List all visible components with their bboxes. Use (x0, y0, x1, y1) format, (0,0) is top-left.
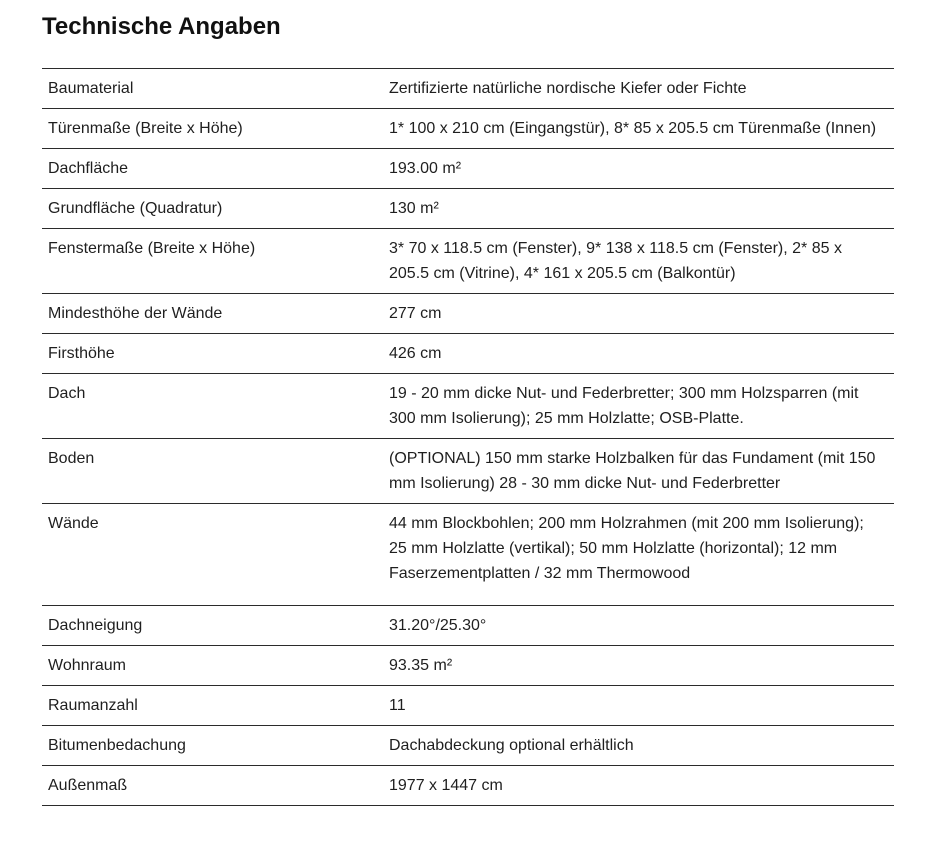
spec-label-tuerenmasse: Türenmaße (Breite x Höhe) (48, 120, 243, 137)
spec-label-aussenmass: Außenmaß (48, 777, 128, 794)
spec-value-grundflaeche: 130 m² (389, 200, 439, 217)
table-row (42, 69, 894, 109)
spec-value-firsthoehe: 426 cm (389, 345, 442, 362)
table-row (42, 646, 894, 686)
table-row (42, 294, 894, 334)
table-row (42, 109, 894, 149)
spec-value-dachneigung: 31.20°/25.30° (389, 617, 487, 634)
table-row (42, 439, 894, 504)
spec-label-baumaterial: Baumaterial (48, 80, 134, 97)
table-row (42, 334, 894, 374)
spec-label-grundflaeche: Grundfläche (Quadratur) (48, 200, 223, 217)
spec-label-dach: Dach (48, 385, 86, 402)
spec-value-raumanzahl: 11 (389, 697, 406, 714)
table-row (42, 149, 894, 189)
page-title: Technische Angaben (42, 13, 281, 40)
spec-value-wohnraum: 93.35 m² (389, 657, 453, 674)
spec-label-fenstermasse: Fenstermaße (Breite x Höhe) (48, 240, 256, 257)
table-row (42, 606, 894, 646)
spec-table (42, 68, 894, 806)
table-row (42, 726, 894, 766)
spec-value-fenstermasse: 3* 70 x 118.5 cm (Fenster), 9* 138 x 118.5 cm (Fenster), 2* 85 x 205.5 cm (Vitrine), 4* 161 x 205.5 cm (Balkontür) (389, 240, 842, 282)
table-row (42, 374, 894, 439)
spec-label-raumanzahl: Raumanzahl (48, 697, 138, 714)
spec-value-bitumenbedachung: Dachabdeckung optional erhältlich (389, 737, 634, 754)
spec-value-mindesthoehe: 277 cm (389, 305, 442, 322)
spec-value-waende: 44 mm Blockbohlen; 200 mm Holzrahmen (mit 200 mm Isolierung); 25 mm Holzlatte (vertikal); 50 mm Holzlatte (horizontal); 12 mm Faserzementplatten / 32 mm Thermowood (389, 515, 864, 582)
spec-label-mindesthoehe: Mindesthöhe der Wände (48, 305, 223, 322)
table-row (42, 504, 894, 606)
spec-label-boden: Boden (48, 450, 95, 467)
spec-label-wohnraum: Wohnraum (48, 657, 126, 674)
spec-value-dach: 19 - 20 mm dicke Nut- und Federbretter; 300 mm Holzsparren (mit 300 mm Isolierung); 25 mm Holzlatte; OSB-Platte. (389, 385, 859, 427)
spec-label-dachneigung: Dachneigung (48, 617, 143, 634)
table-row (42, 766, 894, 806)
spec-label-bitumenbedachung: Bitumenbedachung (48, 737, 186, 754)
spec-label-waende: Wände (48, 515, 99, 532)
table-row (42, 229, 894, 294)
spec-label-firsthoehe: Firsthöhe (48, 345, 115, 362)
spec-value-boden: (OPTIONAL) 150 mm starke Holzbalken für das Fundament (mit 150 mm Isolierung) 28 - 30 mm dicke Nut- und Federbretter (389, 450, 876, 492)
spec-value-baumaterial: Zertifizierte natürliche nordische Kiefer oder Fichte (389, 80, 747, 97)
spec-value-aussenmass: 1977 x 1447 cm (389, 777, 503, 794)
table-row (42, 686, 894, 726)
table-row (42, 189, 894, 229)
spec-value-tuerenmasse: 1* 100 x 210 cm (Eingangstür), 8* 85 x 205.5 cm Türenmaße (Innen) (389, 120, 877, 137)
spec-value-dachflaeche: 193.00 m² (389, 160, 462, 177)
spec-label-dachflaeche: Dachfläche (48, 160, 129, 177)
